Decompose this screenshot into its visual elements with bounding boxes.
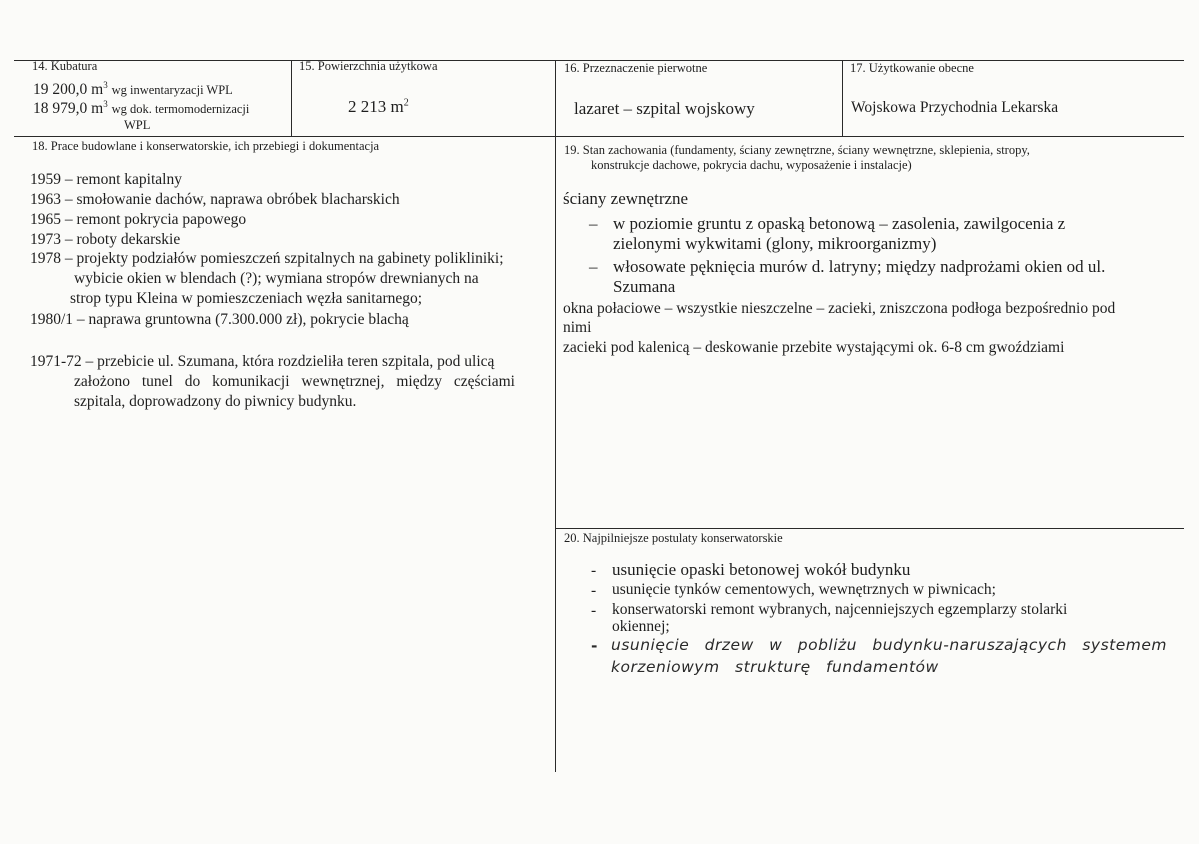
stan-label-line1: 19. Stan zachowania (fundamenty, ściany zewnętrzne, ściany wewnętrzne, sklepienia, stropy, bbox=[564, 143, 1030, 157]
col-divider-1 bbox=[291, 60, 292, 136]
prace-line-1978-cont1: wybicie okien w blendach (?); wymiana stropów drewnianych na bbox=[74, 270, 479, 287]
powierzchnia-unit-exp: 2 bbox=[403, 97, 409, 109]
kubatura-value-2-unit-exp: 3 bbox=[103, 99, 108, 109]
kubatura-value-2 bbox=[33, 99, 249, 118]
postulaty-item1-dash: - bbox=[591, 562, 597, 579]
postulaty-handwritten-dash: - bbox=[591, 637, 598, 655]
przeznaczenie-value: lazaret – szpital wojskowy bbox=[574, 99, 755, 118]
kubatura-value-1-note: wg inwentaryzacji WPL bbox=[111, 83, 233, 98]
postulaty-label: 20. Najpilniejsze postulaty konserwatorskie bbox=[564, 531, 783, 545]
prace-line-1978: 1978 – projekty podziałów pomieszczeń szpitalnych na gabinety polikliniki; bbox=[30, 250, 504, 267]
kubatura-value-2-number: 18 979,0 m bbox=[33, 100, 104, 118]
stan-item2-line1: włosowate pęknięcia murów d. latryny; między nadprożami okien od ul. bbox=[613, 257, 1106, 276]
stan-item2-line2: Szumana bbox=[613, 277, 676, 296]
prace-line-1973: 1973 – roboty dekarskie bbox=[30, 231, 181, 248]
postulaty-item2: usunięcie tynków cementowych, wewnętrznych w piwnicach; bbox=[612, 581, 996, 598]
prace-line-1959: 1959 – remont kapitalny bbox=[30, 171, 182, 188]
postulaty-item1: usunięcie opaski betonowej wokół budynku bbox=[612, 560, 911, 579]
col-divider-3 bbox=[842, 60, 843, 136]
stan-okna-line1: okna połaciowe – wszystkie nieszczelne – zacieki, zniszczona podłoga bezpośrednio pod bbox=[563, 300, 1116, 317]
postulaty-item3-line2: okiennej; bbox=[612, 618, 670, 635]
kubatura-value-2-note: wg dok. termomodernizacji bbox=[111, 102, 250, 117]
stan-heading: ściany zewnętrzne bbox=[563, 189, 689, 208]
przeznaczenie-label: 16. Przeznaczenie pierwotne bbox=[564, 61, 708, 75]
prace-line-1963: 1963 – smołowanie dachów, naprawa obróbek blacharskich bbox=[30, 191, 400, 208]
prace-para2-line3: szpitala, doprowadzony do piwnicy budynku. bbox=[74, 393, 357, 410]
powierzchnia-value bbox=[348, 97, 409, 117]
prace-para2-line2: założono tunel do komunikacji wewnętrznej, między częściami bbox=[74, 373, 515, 390]
stan-okna-line2: nimi bbox=[563, 319, 592, 336]
postulaty-handwritten-line1: usunięcie drzew w pobliżu budynku-naruszających systemem bbox=[611, 636, 1167, 654]
powierzchnia-value-number: 2 213 m bbox=[348, 97, 404, 116]
prace-label: 18. Prace budowlane i konserwatorskie, ich przebiegi i dokumentacja bbox=[32, 139, 380, 153]
powierzchnia-label: 15. Powierzchnia użytkowa bbox=[299, 59, 438, 73]
uzytkowanie-value: Wojskowa Przychodnia Lekarska bbox=[851, 99, 1059, 116]
prace-line-1978-cont2: strop typu Kleina w pomieszczeniach węzła sanitarnego; bbox=[70, 290, 423, 307]
stan-item1-dash: – bbox=[589, 214, 598, 233]
stan-zacieki: zacieki pod kalenicą – deskowanie przebite wystającymi ok. 6-8 cm gwoździami bbox=[563, 339, 1065, 356]
uzytkowanie-label: 17. Użytkowanie obecne bbox=[850, 61, 974, 75]
col-divider-main bbox=[555, 60, 556, 772]
stan-item1-line1: w poziomie gruntu z opaską betonową – zasolenia, zawilgocenia z bbox=[613, 214, 1066, 233]
postulaty-item3-line1: konserwatorski remont wybranych, najcenniejszych egzemplarzy stolarki bbox=[612, 601, 1068, 618]
kubatura-value-1-number: 19 200,0 m bbox=[33, 81, 104, 99]
row-divider bbox=[14, 136, 1184, 137]
prace-line-1980: 1980/1 – naprawa gruntowna (7.300.000 zł), pokrycie blachą bbox=[30, 311, 409, 328]
stan-item1-line2: zielonymi wykwitami (glony, mikroorganizmy) bbox=[613, 234, 937, 253]
prace-line-1965: 1965 – remont pokrycia papowego bbox=[30, 211, 247, 228]
stan-label-line2: konstrukcje dachowe, pokrycia dachu, wyposażenie i instalacje) bbox=[591, 158, 912, 172]
kubatura-value-2-note-cont: WPL bbox=[124, 118, 151, 132]
kubatura-value-1 bbox=[33, 80, 233, 99]
postulaty-item3-dash: - bbox=[591, 602, 597, 619]
postulaty-item2-dash: - bbox=[591, 582, 597, 599]
stan-item2-dash: – bbox=[589, 257, 598, 276]
prace-para2-line1: 1971-72 – przebicie ul. Szumana, która rozdzieliła teren szpitala, pod ulicą bbox=[30, 353, 495, 370]
postulaty-top-border bbox=[555, 528, 1184, 529]
kubatura-label: 14. Kubatura bbox=[32, 59, 98, 73]
kubatura-value-1-unit-exp: 3 bbox=[103, 80, 108, 90]
postulaty-handwritten-line2: korzeniowym strukturę fundamentów bbox=[611, 658, 939, 676]
